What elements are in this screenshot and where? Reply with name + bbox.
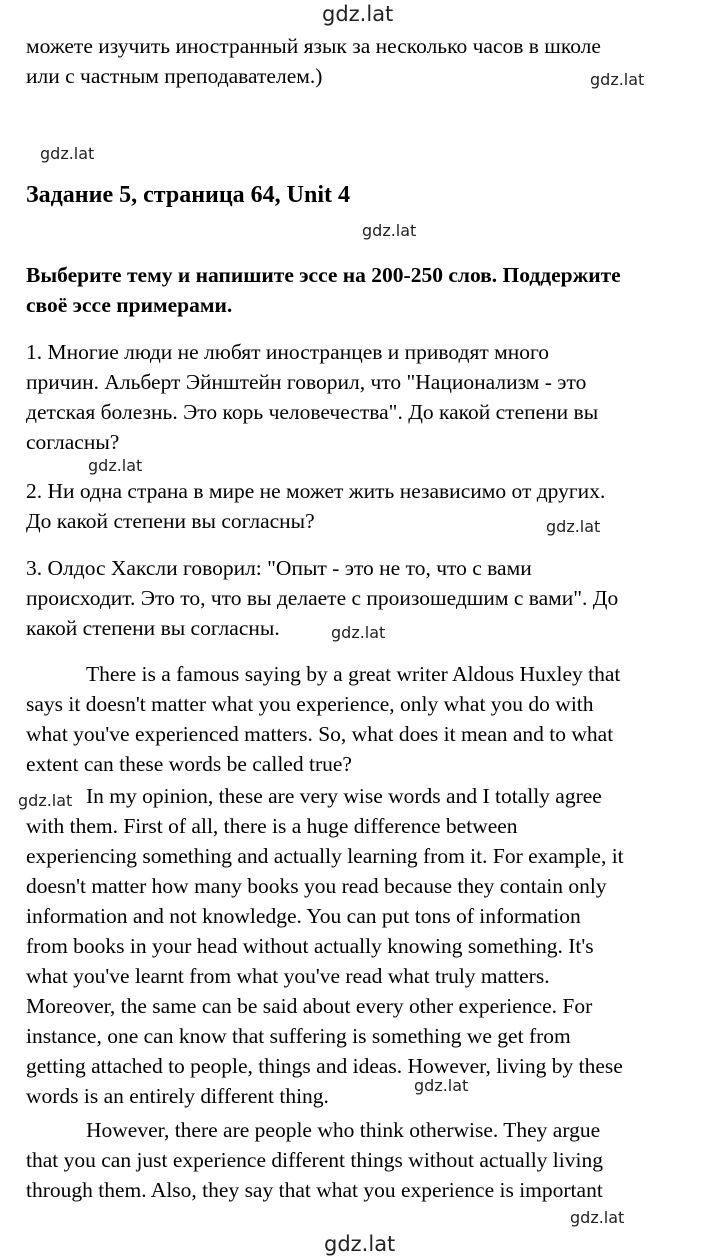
text-line: 3. Олдос Хаксли говорил: "Опыт - это не то, что с вами xyxy=(26,556,532,580)
text-line: says it doesn't matter what you experience, only what you do with xyxy=(26,692,594,716)
watermark: gdz.lat xyxy=(322,2,394,26)
watermark: gdz.lat xyxy=(546,517,601,536)
watermark: gdz.lat xyxy=(590,70,645,89)
text-line: that you can just experience different things without actually living xyxy=(26,1148,603,1172)
text-line: with them. First of all, there is a huge difference between xyxy=(26,814,518,838)
watermark: gdz.lat xyxy=(18,791,73,810)
text-line: through them. Also, they say that what you experience is important xyxy=(26,1178,603,1202)
text-line: происходит. Это то, что вы делаете с произошедшим с вами". До xyxy=(26,586,619,610)
text-line: согласны? xyxy=(26,430,120,454)
text-line: причин. Альберт Эйнштейн говорил, что "Национализм - это xyxy=(26,370,587,394)
text-line: from books in your head without actually knowing something. It's xyxy=(26,934,594,958)
watermark: gdz.lat xyxy=(331,623,386,642)
text-line: какой степени вы согласны. xyxy=(26,616,280,640)
watermark: gdz.lat xyxy=(324,1232,396,1256)
text-line: However, there are people who think otherwise. They argue xyxy=(86,1118,601,1142)
text-line: своё эссе примерами. xyxy=(26,293,233,317)
text-line: what you've experienced matters. So, what does it mean and to what xyxy=(26,722,614,746)
text-line: information and not knowledge. You can put tons of information xyxy=(26,904,581,928)
text-line: детская болезнь. Это корь человечества". До какой степени вы xyxy=(26,400,599,424)
text-line: In my opinion, these are very wise words and I totally agree xyxy=(86,784,602,808)
text-line: extent can these words be called true? xyxy=(26,752,352,776)
watermark: gdz.lat xyxy=(88,456,143,475)
watermark: gdz.lat xyxy=(414,1076,469,1095)
text-line: There is a famous saying by a great writer Aldous Huxley that xyxy=(86,662,621,686)
watermark: gdz.lat xyxy=(362,221,417,240)
text-line: words is an entirely different thing. xyxy=(26,1084,329,1108)
task-heading: Задание 5, страница 64, Unit 4 xyxy=(26,182,351,208)
text-line: Выберите тему и напишите эссе на 200-250 слов. Поддержите xyxy=(26,263,621,287)
text-line: experiencing something and actually learning from it. For example, it xyxy=(26,844,624,868)
text-line: Moreover, the same can be said about every other experience. For xyxy=(26,994,593,1018)
text-line: instance, one can know that suffering is something we get from xyxy=(26,1024,571,1048)
text-line: 1. Многие люди не любят иностранцев и приводят много xyxy=(26,340,550,364)
text-line: 2. Ни одна страна в мире не может жить независимо от других. xyxy=(26,479,606,503)
text-line: doesn't matter how many books you read because they contain only xyxy=(26,874,607,898)
watermark: gdz.lat xyxy=(570,1208,625,1227)
text-line: getting attached to people, things and ideas. However, living by these xyxy=(26,1054,623,1078)
text-line: До какой степени вы согласны? xyxy=(26,509,315,533)
text-line: можете изучить иностранный язык за несколько часов в школе xyxy=(26,34,601,58)
watermark: gdz.lat xyxy=(40,144,95,163)
text-line: what you've learnt from what you've read what truly matters. xyxy=(26,964,550,988)
text-line: или с частным преподавателем.) xyxy=(26,64,323,88)
